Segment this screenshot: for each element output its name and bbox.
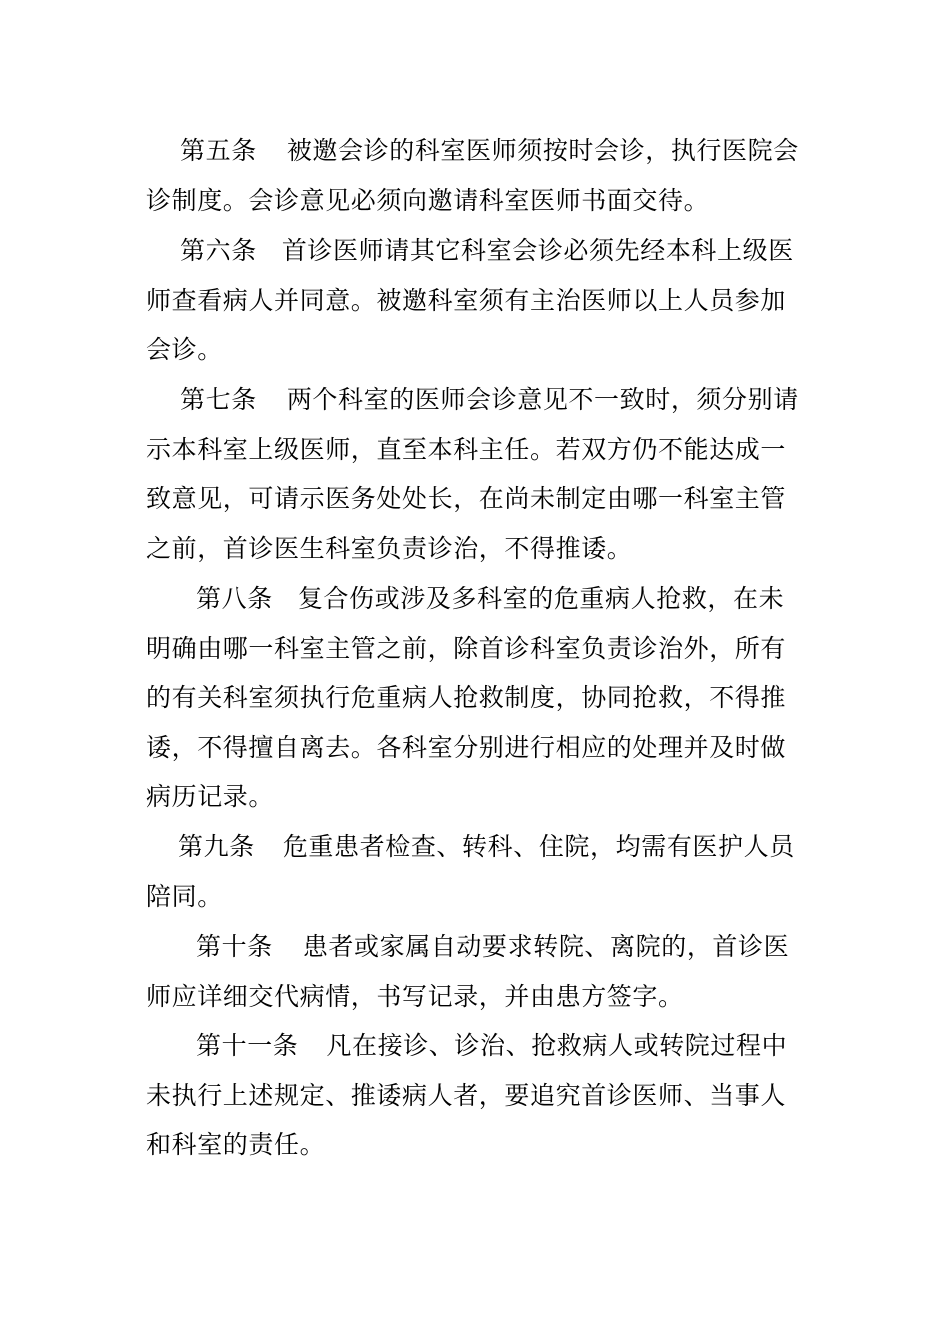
article-text-line: 病历记录。 <box>146 782 275 811</box>
article-number: 第七条 <box>180 385 257 414</box>
article-text-line: 明确由哪一科室主管之前，除首诊科室负责诊治外，所有 <box>146 633 787 663</box>
article-5 <box>146 126 810 225</box>
article-text-line: 诊制度。会诊意见必须向邀请科室医师书面交待。 <box>146 185 710 215</box>
article-number: 第六条 <box>180 236 257 265</box>
article-text-line: 示本科室上级医师，直至本科主任。若双方仍不能达成一 <box>146 434 787 464</box>
article-11 <box>146 1021 810 1170</box>
article-text-line: 凡在接诊、诊治、抢救病人或转院过程中 <box>326 1031 788 1060</box>
article-text-line: 师查看病人并同意。被邀科室须有主治医师以上人员参加 <box>146 285 787 315</box>
article-number: 第八条 <box>196 584 273 613</box>
article-6 <box>146 226 810 375</box>
article-number: 第五条 <box>180 136 257 165</box>
article-10 <box>146 922 810 1021</box>
article-text-line: 致意见，可请示医务处处长，在尚未制定由哪一科室主管 <box>146 484 787 513</box>
article-number: 第十一条 <box>196 1031 299 1060</box>
article-text-line: 陪同。 <box>146 881 223 911</box>
article-text-line: 患者或家属自动要求转院、离院的，首诊医 <box>302 932 790 961</box>
article-7 <box>146 375 810 573</box>
article-9 <box>146 822 810 921</box>
article-text-line: 的有关科室须执行危重病人抢救制度，协同抢救，不得推 <box>146 683 787 712</box>
article-text-line: 危重患者检查、转科、住院，均需有医护人员 <box>282 832 795 861</box>
article-8 <box>146 574 810 822</box>
article-number: 第十条 <box>196 932 273 961</box>
article-text-line: 诿，不得擅自离去。各科室分别进行相应的处理并及时做 <box>146 732 787 762</box>
article-text-line: 被邀会诊的科室医师须按时会诊，执行医院会 <box>286 136 799 165</box>
article-text-line: 会诊。 <box>146 335 223 364</box>
article-text-line: 首诊医师请其它科室会诊必须先经本科上级医 <box>281 236 794 265</box>
article-text-line: 未执行上述规定、推诿病人者，要追究首诊医师、当事人 <box>146 1080 787 1110</box>
article-text-line: 和科室的责任。 <box>146 1130 326 1159</box>
article-text-line: 两个科室的医师会诊意见不一致时，须分别请 <box>286 385 799 414</box>
article-number: 第九条 <box>178 832 255 861</box>
article-text-line: 复合伤或涉及多科室的危重病人抢救，在未 <box>297 584 785 613</box>
article-text-line: 之前，首诊医生科室负责诊治，不得推诿。 <box>146 533 633 563</box>
article-text-line: 师应详细交代病情，书写记录，并由患方签字。 <box>146 981 684 1011</box>
